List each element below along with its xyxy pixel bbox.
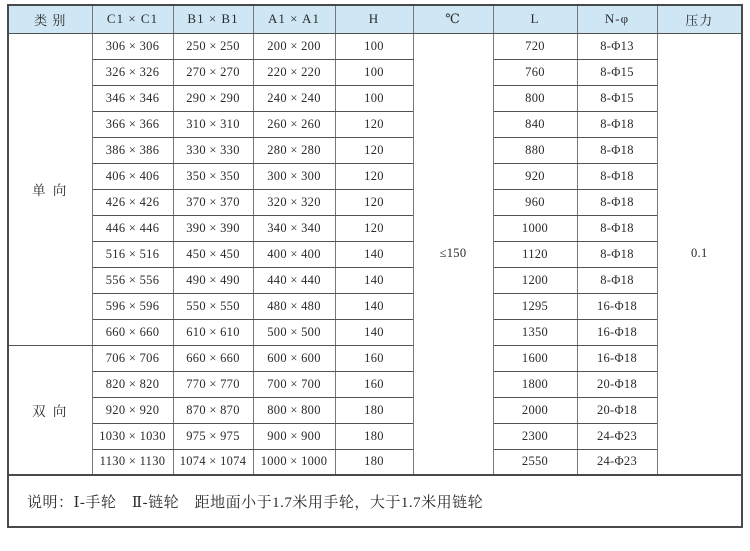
cell-a1: 500 × 500	[253, 319, 335, 345]
cell-nphi: 16-Φ18	[577, 345, 657, 371]
cell-b1: 330 × 330	[173, 137, 253, 163]
cell-l: 920	[493, 163, 577, 189]
cell-h: 120	[335, 111, 413, 137]
cell-l: 2000	[493, 397, 577, 423]
cell-h: 160	[335, 371, 413, 397]
cell-nphi: 8-Φ18	[577, 163, 657, 189]
col-header-a1: A1 × A1	[253, 5, 335, 33]
cell-a1: 340 × 340	[253, 215, 335, 241]
cell-a1: 1000 × 1000	[253, 449, 335, 475]
cell-l: 2550	[493, 449, 577, 475]
cell-c1: 406 × 406	[92, 163, 173, 189]
col-header-category: 类 别	[8, 5, 92, 33]
cell-nphi: 8-Φ15	[577, 85, 657, 111]
cell-h: 140	[335, 293, 413, 319]
cell-h: 140	[335, 319, 413, 345]
cell-b1: 290 × 290	[173, 85, 253, 111]
cell-l: 2300	[493, 423, 577, 449]
cell-category: 单 向	[8, 33, 92, 345]
cell-h: 100	[335, 85, 413, 111]
cell-nphi: 8-Φ18	[577, 241, 657, 267]
cell-nphi: 8-Φ15	[577, 59, 657, 85]
cell-a1: 280 × 280	[253, 137, 335, 163]
cell-h: 140	[335, 267, 413, 293]
cell-c1: 920 × 920	[92, 397, 173, 423]
cell-c1: 516 × 516	[92, 241, 173, 267]
cell-a1: 440 × 440	[253, 267, 335, 293]
cell-b1: 450 × 450	[173, 241, 253, 267]
cell-b1: 610 × 610	[173, 319, 253, 345]
col-header-nphi: N-φ	[577, 5, 657, 33]
cell-b1: 660 × 660	[173, 345, 253, 371]
cell-a1: 240 × 240	[253, 85, 335, 111]
cell-nphi: 20-Φ18	[577, 397, 657, 423]
cell-nphi: 24-Φ23	[577, 449, 657, 475]
table-note: 说明：Ⅰ-手轮 Ⅱ-链轮 距地面小于1.7米用手轮，大于1.7米用链轮	[8, 475, 742, 527]
cell-nphi: 24-Φ23	[577, 423, 657, 449]
cell-l: 840	[493, 111, 577, 137]
cell-l: 1600	[493, 345, 577, 371]
cell-l: 1350	[493, 319, 577, 345]
cell-b1: 975 × 975	[173, 423, 253, 449]
cell-a1: 800 × 800	[253, 397, 335, 423]
table-row	[8, 85, 742, 111]
cell-a1: 220 × 220	[253, 59, 335, 85]
cell-b1: 1074 × 1074	[173, 449, 253, 475]
cell-h: 120	[335, 215, 413, 241]
cell-l: 960	[493, 189, 577, 215]
table-row	[8, 241, 742, 267]
spec-table	[7, 4, 743, 528]
cell-h: 160	[335, 345, 413, 371]
cell-h: 120	[335, 189, 413, 215]
table-row	[8, 137, 742, 163]
cell-b1: 250 × 250	[173, 33, 253, 59]
cell-h: 180	[335, 423, 413, 449]
cell-l: 1800	[493, 371, 577, 397]
cell-l: 1200	[493, 267, 577, 293]
cell-nphi: 8-Φ18	[577, 189, 657, 215]
cell-c1: 346 × 346	[92, 85, 173, 111]
cell-c1: 386 × 386	[92, 137, 173, 163]
cell-b1: 490 × 490	[173, 267, 253, 293]
col-header-l: L	[493, 5, 577, 33]
cell-b1: 310 × 310	[173, 111, 253, 137]
cell-a1: 600 × 600	[253, 345, 335, 371]
cell-b1: 870 × 870	[173, 397, 253, 423]
cell-h: 180	[335, 449, 413, 475]
cell-a1: 200 × 200	[253, 33, 335, 59]
cell-c1: 326 × 326	[92, 59, 173, 85]
col-header-pressure: 压力	[657, 5, 742, 33]
table-row	[8, 111, 742, 137]
cell-a1: 260 × 260	[253, 111, 335, 137]
col-header-b1: B1 × B1	[173, 5, 253, 33]
table-row	[8, 345, 742, 371]
table-row	[8, 293, 742, 319]
cell-l: 1000	[493, 215, 577, 241]
cell-pressure: 0.1	[657, 33, 742, 475]
cell-b1: 550 × 550	[173, 293, 253, 319]
cell-c1: 706 × 706	[92, 345, 173, 371]
cell-b1: 370 × 370	[173, 189, 253, 215]
cell-a1: 480 × 480	[253, 293, 335, 319]
cell-c1: 820 × 820	[92, 371, 173, 397]
table-row	[8, 189, 742, 215]
cell-c1: 660 × 660	[92, 319, 173, 345]
cell-c1: 1130 × 1130	[92, 449, 173, 475]
cell-nphi: 16-Φ18	[577, 319, 657, 345]
cell-a1: 400 × 400	[253, 241, 335, 267]
cell-l: 720	[493, 33, 577, 59]
cell-h: 120	[335, 163, 413, 189]
table-footer	[8, 475, 742, 527]
table-body	[8, 33, 742, 475]
table-row	[8, 319, 742, 345]
cell-h: 100	[335, 59, 413, 85]
cell-nphi: 8-Φ18	[577, 267, 657, 293]
cell-l: 880	[493, 137, 577, 163]
table-row	[8, 59, 742, 85]
cell-c1: 426 × 426	[92, 189, 173, 215]
cell-a1: 700 × 700	[253, 371, 335, 397]
cell-l: 800	[493, 85, 577, 111]
table-row	[8, 215, 742, 241]
table-row	[8, 33, 742, 59]
cell-category: 双 向	[8, 345, 92, 475]
cell-b1: 770 × 770	[173, 371, 253, 397]
cell-h: 180	[335, 397, 413, 423]
table-row	[8, 267, 742, 293]
cell-c1: 596 × 596	[92, 293, 173, 319]
cell-c1: 556 × 556	[92, 267, 173, 293]
cell-c1: 366 × 366	[92, 111, 173, 137]
cell-l: 1295	[493, 293, 577, 319]
cell-b1: 270 × 270	[173, 59, 253, 85]
cell-c1: 1030 × 1030	[92, 423, 173, 449]
cell-a1: 900 × 900	[253, 423, 335, 449]
table-row	[8, 423, 742, 449]
note-row	[8, 475, 742, 527]
cell-nphi: 8-Φ13	[577, 33, 657, 59]
cell-temp: ≤150	[413, 33, 493, 475]
cell-h: 100	[335, 33, 413, 59]
table-row	[8, 163, 742, 189]
cell-l: 1120	[493, 241, 577, 267]
cell-nphi: 8-Φ18	[577, 111, 657, 137]
cell-c1: 446 × 446	[92, 215, 173, 241]
cell-nphi: 8-Φ18	[577, 215, 657, 241]
cell-l: 760	[493, 59, 577, 85]
cell-a1: 320 × 320	[253, 189, 335, 215]
header-row	[8, 5, 742, 33]
col-header-h: H	[335, 5, 413, 33]
col-header-temp: ℃	[413, 5, 493, 33]
cell-a1: 300 × 300	[253, 163, 335, 189]
table-row	[8, 397, 742, 423]
cell-c1: 306 × 306	[92, 33, 173, 59]
table-row	[8, 449, 742, 475]
cell-b1: 390 × 390	[173, 215, 253, 241]
table-row	[8, 371, 742, 397]
cell-h: 140	[335, 241, 413, 267]
cell-nphi: 16-Φ18	[577, 293, 657, 319]
cell-h: 120	[335, 137, 413, 163]
cell-b1: 350 × 350	[173, 163, 253, 189]
table-header	[8, 5, 742, 33]
cell-nphi: 20-Φ18	[577, 371, 657, 397]
cell-nphi: 8-Φ18	[577, 137, 657, 163]
col-header-c1: C1 × C1	[92, 5, 173, 33]
